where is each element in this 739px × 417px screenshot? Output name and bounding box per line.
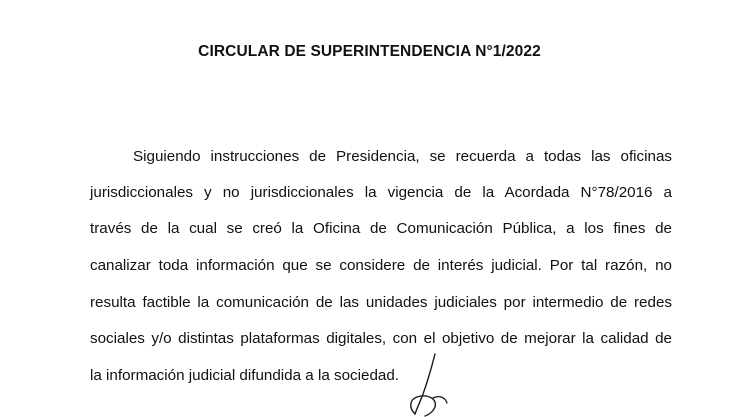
document-title: CIRCULAR DE SUPERINTENDENCIA N°1/2022 (198, 43, 541, 60)
paragraph-line-5: resulta factible la comunicación de las unidades judiciales por intermedio de redes (90, 294, 672, 311)
paragraph-line-7: la información judicial difundida a la sociedad. (90, 367, 400, 384)
paragraph-line-4: canalizar toda información que se considere de interés judicial. Por tal razón, no (90, 257, 672, 274)
paragraph-line-6: sociales y/o distintas plataformas digitales, con el objetivo de mejorar la calidad de (90, 330, 672, 347)
signature-scribble (395, 350, 465, 417)
paragraph-line-3: través de la cual se creó la Oficina de Comunicación Pública, a los fines de (90, 220, 672, 237)
paragraph-line-1: Siguiendo instrucciones de Presidencia, se recuerda a todas las oficinas (133, 148, 672, 165)
paragraph-line-2: jurisdiccionales y no jurisdiccionales la vigencia de la Acordada N°78/2016 a (90, 184, 672, 201)
